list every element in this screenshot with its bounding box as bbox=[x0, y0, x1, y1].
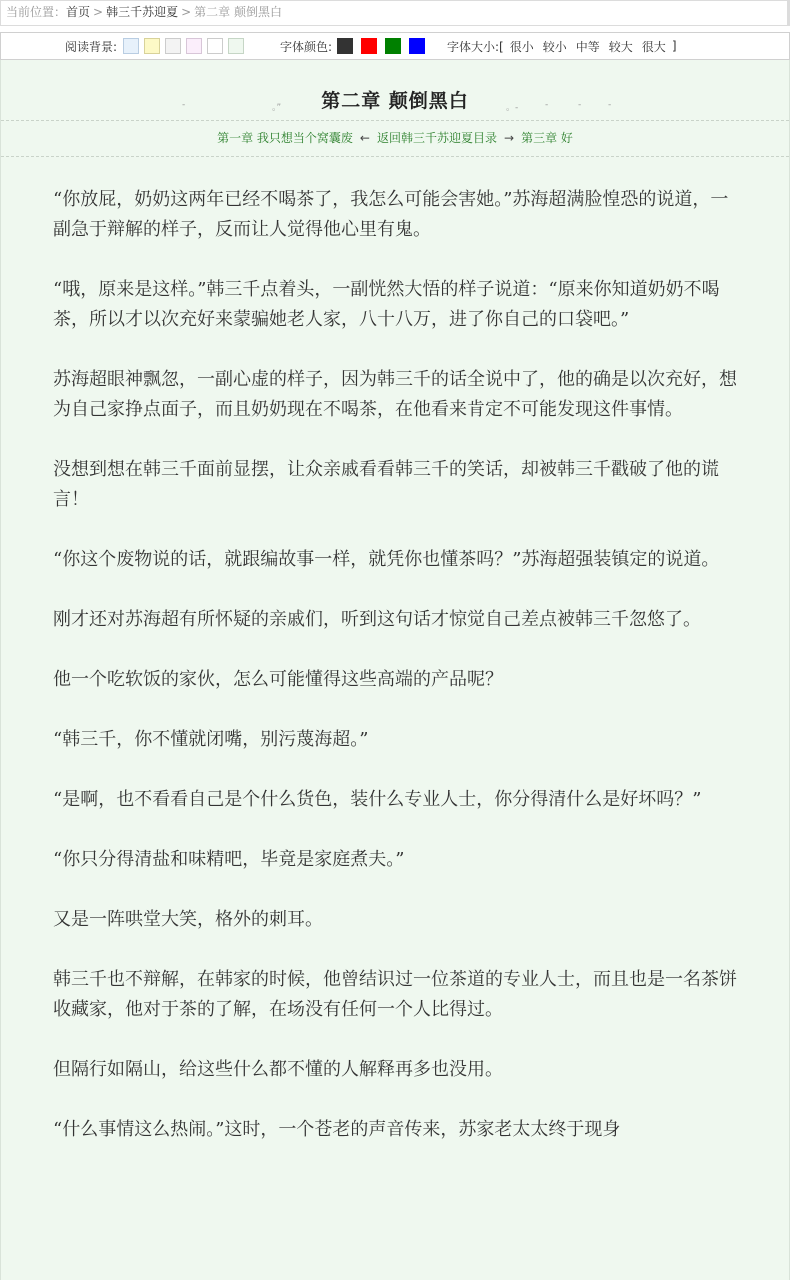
next-chapter-link[interactable]: 第三章 好 bbox=[521, 131, 573, 145]
chapter-content bbox=[53, 185, 743, 1175]
right-arrow-icon: → bbox=[504, 131, 515, 145]
font-color-label: 字体颜色: bbox=[280, 39, 333, 54]
content-paragraph: “你只分得清盐和味精吧，毕竟是家庭煮夫。” bbox=[53, 849, 405, 870]
chapter-title: 第二章 颠倒黑白 bbox=[321, 90, 469, 112]
content-paragraph: 韩三千也不辩解，在韩家的时候，他曾结识过一位茶道的专业人士，而且也是一名茶饼收藏家，他对于茶的了解，在场没有任何一个人比得过。 bbox=[53, 969, 737, 1020]
font-color-swatch-dark[interactable] bbox=[337, 38, 353, 54]
background-swatch-gray[interactable] bbox=[165, 38, 181, 54]
content-paragraph: 没想到想在韩三千面前显摆，让众亲戚看看韩三千的笑话，却被韩三千戳破了他的谎言！ bbox=[53, 459, 719, 510]
breadcrumb-book-link[interactable]: 韩三千苏迎夏 bbox=[106, 5, 179, 19]
background-swatch-green[interactable] bbox=[228, 38, 244, 54]
background-swatch-white[interactable] bbox=[207, 38, 223, 54]
font-size-label: 字体大小:[ bbox=[447, 39, 504, 54]
font-size-option-very-small[interactable]: 很小 bbox=[509, 39, 534, 54]
font-size-setting bbox=[447, 33, 677, 59]
background-label: 阅读背景: bbox=[65, 39, 118, 54]
divider bbox=[1, 120, 789, 121]
title-decoration: 。- bbox=[506, 103, 519, 113]
reading-settings-toolbar bbox=[0, 32, 790, 60]
content-paragraph: “是啊，也不看看自己是个什么货色，装什么专业人士，你分得清什么是好坏吗？” bbox=[53, 789, 702, 810]
content-paragraph: 他一个吃软饭的家伙，怎么可能懂得这些高端的产品呢？ bbox=[53, 669, 503, 690]
reading-area bbox=[0, 60, 790, 1280]
title-decoration: 。” bbox=[272, 103, 282, 113]
font-size-option-very-large[interactable]: 很大 bbox=[641, 39, 666, 54]
breadcrumb-separator: > bbox=[93, 5, 104, 19]
chapter-navigation bbox=[1, 129, 789, 146]
content-paragraph: 刚才还对苏海超有所怀疑的亲戚们，听到这句话才惊觉自己差点被韩三千忽悠了。 bbox=[53, 609, 701, 630]
font-size-option-large[interactable]: 较大 bbox=[608, 39, 633, 54]
content-paragraph: 苏海超眼神飘忽，一副心虚的样子，因为韩三千的话全说中了，他的确是以次充好，想为自己家挣点面子，而且奶奶现在不喝茶，在他看来肯定不可能发现这件事情。 bbox=[53, 369, 737, 420]
breadcrumb-prefix: 当前位置： bbox=[6, 5, 67, 19]
title-decoration: - bbox=[608, 100, 612, 110]
font-size-option-small[interactable]: 较小 bbox=[542, 39, 567, 54]
font-size-option-medium[interactable]: 中等 bbox=[575, 39, 600, 54]
content-paragraph: “什么事情这么热闹。”这时，一个苍老的声音传来，苏家老太太终于现身 bbox=[53, 1119, 621, 1140]
font-color-swatch-blue[interactable] bbox=[409, 38, 425, 54]
content-paragraph: “哦，原来是这样。”韩三千点着头，一副恍然大悟的样子说道：“原来你知道奶奶不喝茶，所以才以次充好来蒙骗她老人家，八十八万，进了你自己的口袋吧。” bbox=[53, 279, 720, 330]
title-decoration: - bbox=[182, 100, 186, 110]
background-swatch-pink[interactable] bbox=[186, 38, 202, 54]
breadcrumb bbox=[0, 0, 790, 26]
title-decoration: - bbox=[578, 100, 582, 110]
divider bbox=[1, 156, 789, 157]
background-swatch-blue[interactable] bbox=[123, 38, 139, 54]
content-paragraph: “你放屁，奶奶这两年已经不喝茶了，我怎么可能会害她。”苏海超满脸惶恐的说道，一副急于辩解的样子，反而让人觉得他心里有鬼。 bbox=[53, 189, 729, 240]
content-paragraph: 又是一阵哄堂大笑，格外的刺耳。 bbox=[53, 909, 323, 930]
font-color-swatch-red[interactable] bbox=[361, 38, 377, 54]
background-swatch-yellow[interactable] bbox=[144, 38, 160, 54]
content-paragraph: “你这个废物说的话，就跟编故事一样，就凭你也懂茶吗？”苏海超强装镇定的说道。 bbox=[53, 549, 720, 570]
left-arrow-icon: ← bbox=[359, 131, 370, 145]
breadcrumb-separator: > bbox=[181, 5, 192, 19]
chapter-catalog-link[interactable]: 返回韩三千苏迎夏目录 bbox=[376, 131, 497, 145]
font-color-setting bbox=[280, 33, 433, 59]
content-paragraph: “韩三千，你不懂就闭嘴，别污蔑海超。” bbox=[53, 729, 369, 750]
content-paragraph: 但隔行如隔山，给这些什么都不懂的人解释再多也没用。 bbox=[53, 1059, 503, 1080]
breadcrumb-home-link[interactable]: 首页 bbox=[66, 5, 91, 19]
title-decoration: - bbox=[545, 100, 549, 110]
previous-chapter-link[interactable]: 第一章 我只想当个窝囊废 bbox=[217, 131, 353, 145]
breadcrumb-current: 第二章 颠倒黑白 bbox=[194, 5, 282, 19]
background-setting bbox=[65, 33, 249, 59]
font-color-swatch-green[interactable] bbox=[385, 38, 401, 54]
font-size-close-bracket: ] bbox=[671, 39, 677, 53]
